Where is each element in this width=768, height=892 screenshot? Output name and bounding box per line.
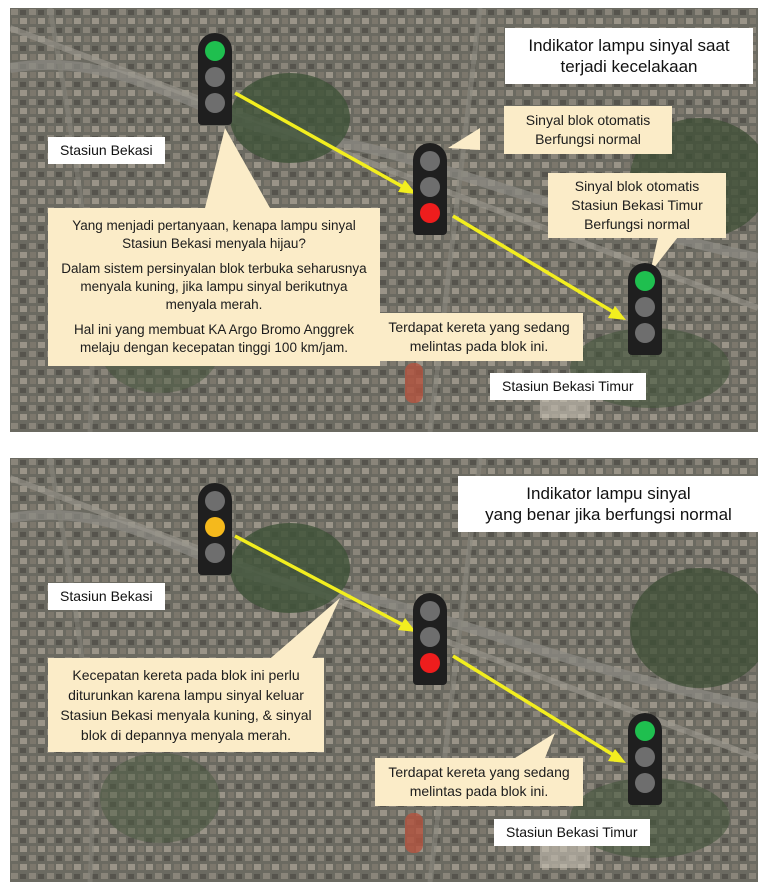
signal-lamp (635, 721, 655, 741)
callout-east-signal (548, 173, 726, 238)
arrow-line (235, 93, 405, 188)
signal-lamp (205, 517, 225, 537)
callout-pointer (515, 733, 555, 758)
panel-title (505, 28, 753, 84)
map-panel-normal (10, 458, 758, 882)
traffic-signal-east (628, 263, 662, 355)
signal-lamp (635, 323, 655, 343)
signal-lamp (420, 151, 440, 171)
callout-train (375, 313, 583, 361)
arrow-head (608, 306, 626, 320)
callout-pointer (265, 598, 340, 663)
callout-speed (48, 658, 324, 752)
signal-lamp (635, 773, 655, 793)
callout-line: Berfungsi normal (584, 216, 690, 232)
callout-line: melintas pada blok ini. (409, 783, 549, 799)
station-label-bekasi-timur: Stasiun Bekasi Timur (494, 819, 650, 846)
signal-lamp (420, 601, 440, 621)
callout-line: Sinyal blok otomatis (574, 178, 700, 194)
signal-lamp (205, 67, 225, 87)
signal-lamp (420, 653, 440, 673)
traffic-signal-west (198, 33, 232, 125)
signal-lamp (205, 491, 225, 511)
arrow-line (453, 656, 615, 756)
signal-lamp (420, 627, 440, 647)
traffic-signal-west (198, 483, 232, 575)
signal-lamp (635, 297, 655, 317)
signal-lamp (205, 41, 225, 61)
traffic-signal-middle (413, 143, 447, 235)
panel-title (458, 476, 758, 532)
title-line: yang benar jika berfungsi normal (485, 505, 732, 524)
signal-lamp (205, 93, 225, 113)
callout-line: Stasiun Bekasi Timur (571, 197, 703, 213)
callout-line: Terdapat kereta yang sedang (388, 764, 570, 780)
title-line: Indikator lampu sinyal saat (528, 36, 730, 55)
signal-lamp (205, 543, 225, 563)
traffic-signal-middle (413, 593, 447, 685)
station-label-bekasi: Stasiun Bekasi (48, 137, 165, 164)
title-line: Indikator lampu sinyal (526, 484, 691, 503)
callout-pointer (205, 128, 270, 208)
callout-paragraph: Dalam sistem persinyalan blok terbuka seharusnya menyala kuning, jika lampu sinyal berikutnya menyala merah. (61, 261, 367, 312)
signal-lamp (635, 747, 655, 767)
callout-paragraph: Yang menjadi pertanyaan, kenapa lampu sinyal Stasiun Bekasi menyala hijau? (72, 218, 356, 251)
map-panel-accident (10, 8, 758, 432)
traffic-signal-east (628, 713, 662, 805)
title-line: terjadi kecelakaan (560, 57, 698, 76)
callout-pointer (448, 128, 480, 150)
station-label-bekasi-timur: Stasiun Bekasi Timur (490, 373, 646, 400)
callout-block-signal (504, 106, 672, 154)
signal-lamp (420, 177, 440, 197)
arrow-head (608, 749, 626, 763)
callout-line: Berfungsi normal (535, 131, 641, 147)
callout-question (48, 208, 380, 366)
callout-paragraph: Kecepatan kereta pada blok ini perlu diturunkan karena lampu sinyal keluar Stasiun Bekasi menyala kuning, & sinyal blok di depannya menyala merah. (60, 667, 312, 743)
callout-paragraph: Hal ini yang membuat KA Argo Bromo Anggrek melaju dengan kecepatan tinggi 100 km/jam. (74, 322, 354, 355)
callout-line: melintas pada blok ini. (409, 338, 549, 354)
signal-lamp (420, 203, 440, 223)
callout-train (375, 758, 583, 806)
callout-line: Terdapat kereta yang sedang (388, 319, 570, 335)
callout-line: Sinyal blok otomatis (525, 112, 651, 128)
arrow-line (235, 536, 405, 626)
station-label-bekasi: Stasiun Bekasi (48, 583, 165, 610)
signal-lamp (635, 271, 655, 291)
